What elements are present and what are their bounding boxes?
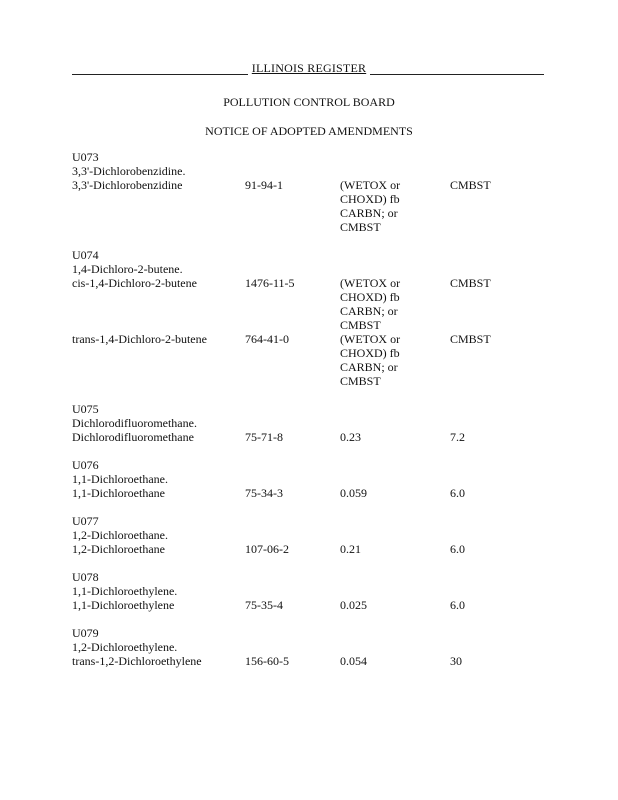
waste-entry bbox=[72, 402, 552, 444]
nonwastewater-standard: 6.0 bbox=[450, 542, 465, 556]
cas-number: 156-60-5 bbox=[245, 654, 289, 668]
waste-entry bbox=[72, 248, 552, 388]
constituent-name: trans-1,2-Dichloroethylene bbox=[72, 654, 202, 668]
cas-number: 764-41-0 bbox=[245, 332, 289, 346]
waste-group-name: 1,2-Dichloroethylene. bbox=[72, 640, 178, 654]
cas-number: 1476-11-5 bbox=[245, 276, 295, 290]
waste-code: U079 bbox=[72, 626, 99, 640]
constituent-name: 3,3'-Dichlorobenzidine bbox=[72, 178, 183, 192]
constituent-name: 1,2-Dichloroethane bbox=[72, 542, 165, 556]
constituent-name: Dichlorodifluoromethane bbox=[72, 430, 194, 444]
constituent-name: 1,1-Dichloroethane bbox=[72, 486, 165, 500]
constituent-row bbox=[72, 542, 552, 556]
wastewater-standard: (WETOX or CHOXD) fb CARBN; or CMBST bbox=[340, 332, 401, 388]
wastewater-standard: 0.059 bbox=[340, 486, 367, 500]
constituent-row bbox=[72, 486, 552, 500]
waste-entry bbox=[72, 514, 552, 556]
wastewater-standard: 0.21 bbox=[340, 542, 361, 556]
waste-code: U076 bbox=[72, 458, 99, 472]
waste-entry bbox=[72, 150, 552, 234]
constituent-row bbox=[72, 178, 552, 234]
wastewater-standard: (WETOX or CHOXD) fb CARBN; or CMBST bbox=[340, 276, 401, 332]
waste-entry bbox=[72, 458, 552, 500]
waste-group-name: 3,3'-Dichlorobenzidine. bbox=[72, 164, 186, 178]
constituent-row bbox=[72, 332, 552, 388]
wastewater-standard: (WETOX or CHOXD) fb CARBN; or CMBST bbox=[340, 178, 401, 234]
cas-number: 75-34-3 bbox=[245, 486, 283, 500]
constituent-row bbox=[72, 276, 552, 332]
constituent-row bbox=[72, 598, 552, 612]
waste-group-name: 1,1-Dichloroethylene. bbox=[72, 584, 178, 598]
waste-entry bbox=[72, 626, 552, 668]
cas-number: 91-94-1 bbox=[245, 178, 283, 192]
cas-number: 75-35-4 bbox=[245, 598, 283, 612]
constituent-row bbox=[72, 654, 552, 668]
constituent-name: cis-1,4-Dichloro-2-butene bbox=[72, 276, 197, 290]
constituent-row bbox=[72, 430, 552, 444]
waste-group-name: Dichlorodifluoromethane. bbox=[72, 416, 197, 430]
wastewater-standard: 0.025 bbox=[340, 598, 367, 612]
waste-group-name: 1,2-Dichloroethane. bbox=[72, 528, 168, 542]
waste-code: U078 bbox=[72, 570, 99, 584]
constituent-name: 1,1-Dichloroethylene bbox=[72, 598, 175, 612]
waste-code-list bbox=[72, 150, 552, 682]
waste-code: U074 bbox=[72, 248, 99, 262]
register-title-text: ILLINOIS REGISTER bbox=[248, 61, 370, 75]
wastewater-standard: 0.054 bbox=[340, 654, 367, 668]
nonwastewater-standard: 6.0 bbox=[450, 486, 465, 500]
constituent-name: trans-1,4-Dichloro-2-butene bbox=[72, 332, 207, 346]
cas-number: 75-71-8 bbox=[245, 430, 283, 444]
wastewater-standard: 0.23 bbox=[340, 430, 361, 444]
waste-code: U073 bbox=[72, 150, 99, 164]
nonwastewater-standard: CMBST bbox=[450, 178, 491, 192]
nonwastewater-standard: 30 bbox=[450, 654, 462, 668]
board-title: POLLUTION CONTROL BOARD bbox=[223, 95, 395, 109]
nonwastewater-standard: 7.2 bbox=[450, 430, 465, 444]
waste-group-name: 1,1-Dichloroethane. bbox=[72, 472, 168, 486]
waste-group-name: 1,4-Dichloro-2-butene. bbox=[72, 262, 183, 276]
waste-entry bbox=[72, 570, 552, 612]
waste-code: U075 bbox=[72, 402, 99, 416]
register-title bbox=[0, 61, 618, 76]
waste-code: U077 bbox=[72, 514, 99, 528]
nonwastewater-standard: CMBST bbox=[450, 276, 491, 290]
nonwastewater-standard: 6.0 bbox=[450, 598, 465, 612]
cas-number: 107-06-2 bbox=[245, 542, 289, 556]
notice-title: NOTICE OF ADOPTED AMENDMENTS bbox=[205, 124, 413, 138]
nonwastewater-standard: CMBST bbox=[450, 332, 491, 346]
